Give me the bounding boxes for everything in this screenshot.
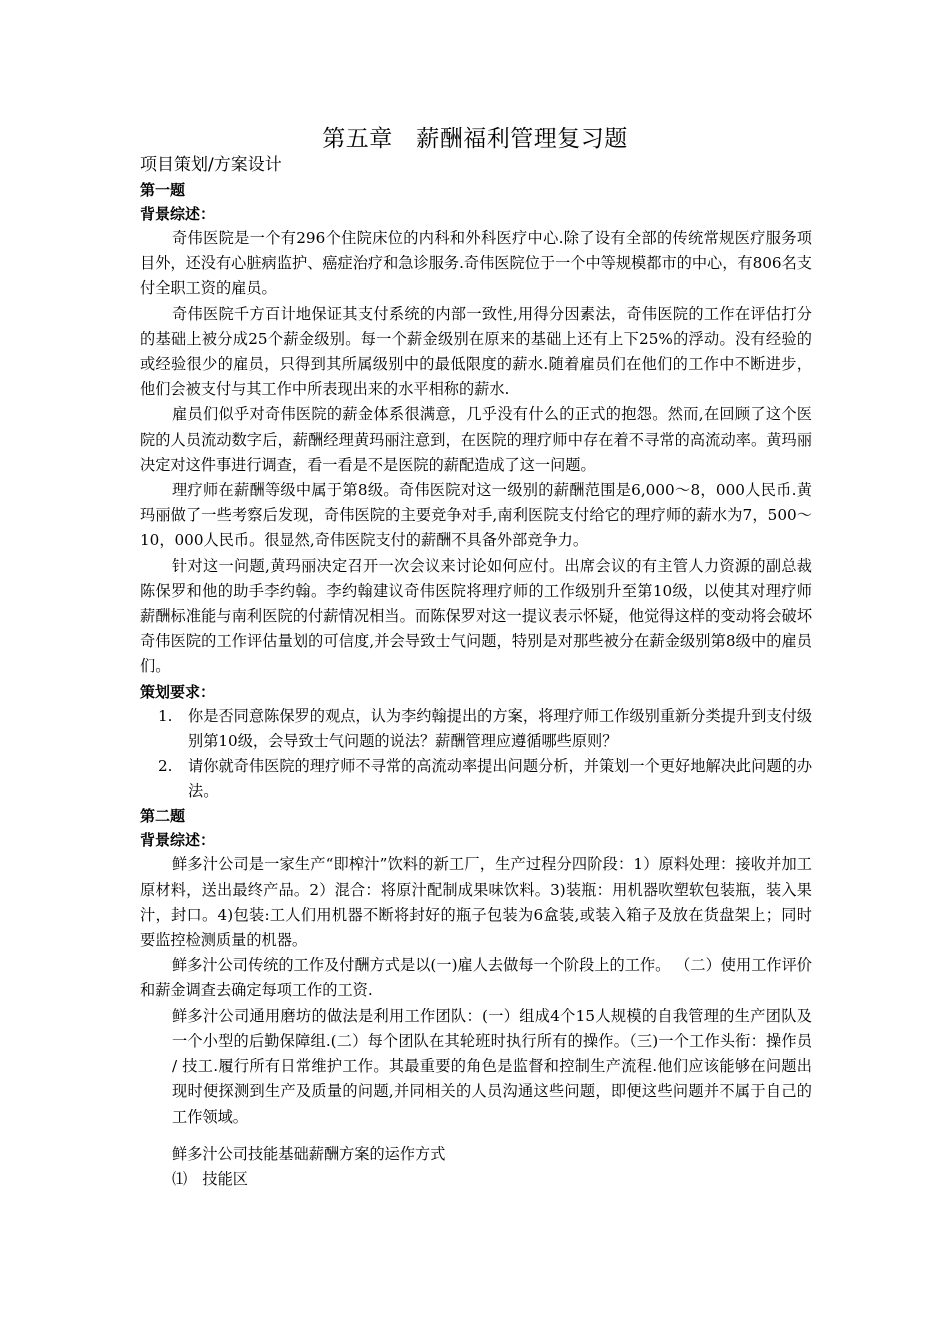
document-body — [140, 152, 812, 1192]
q2-scheme-line: 鲜多汁公司技能基础薪酬方案的运作方式 — [172, 1144, 446, 1163]
q2-background-label: 背景综述： — [140, 831, 216, 850]
paragraph-gap — [140, 1130, 812, 1142]
list-number: 2. — [158, 757, 173, 776]
q1-paragraph: 针对这一问题,黄玛丽决定召开一次会议来讨论如何应付。出席会议的有主管人力资源的副总裁陈保罗和他的助手李约翰。李约翰建议奇伟医院将理疗师的工作级别升至第10级，以使其对理疗师薪酬标准能与南利医院的付薪情况相当。而陈保罗对这一提议表示怀疑，他觉得这样的变动将会破坏奇伟医院的工作评估量划的可信度,并会导致士气问题，特别是对那些被分在薪金级别第8级中的雇员们。 — [140, 556, 812, 676]
q1-paragraph: 奇伟医院是一个有296个住院床位的内科和外科医疗中心.除了设有全部的传统常规医疗服务项目外，还没有心脏病监护、癌症治疗和急诊服务.奇伟医院位于一个中等规模都市的中心，有806名支付全职工资的雇员。 — [140, 229, 812, 298]
section-heading: 项目策划/方案设计 — [140, 155, 282, 175]
list-number: 1. — [158, 706, 173, 725]
q1-requirements-list — [140, 704, 812, 805]
q1-paragraph: 雇员们似乎对奇伟医院的薪金体系很满意，几乎没有什么的正式的抱怨。然而,在回顾了这个医院的人员流动数字后，薪酬经理黄玛丽注意到，在医院的理疗师中存在着不寻常的高流动率。黄玛丽决定对这件事进行调查，看一看是不是医院的薪配造成了这一问题。 — [140, 405, 812, 474]
question-2-heading: 第二题 — [140, 807, 186, 826]
list-text: 请你就奇伟医院的理疗师不寻常的高流动率提出问题分析，并策划一个更好地解决此问题的办法。 — [188, 757, 812, 801]
q1-background-label: 背景综述： — [140, 205, 216, 223]
q1-paragraph: 奇伟医院千方百计地保证其支付系统的内部一致性,用得分因素法，奇伟医院的工作在评估打分的基础上被分成25个薪金级别。每一个薪金级别在原来的基础上还有上下25%的浮动。没有经验的或经验很少的雇员，只得到其所属级别中的最低限度的薪水.随着雇员们在他们的工作中不断进步，他们会被支付与其工作中所表现出来的水平相称的薪水. — [140, 304, 812, 399]
q2-paragraph: 鲜多汁公司传统的工作及付酬方式是以(一)雇人去做每一个阶段上的工作。 （二）使用工作评价和薪金调查去确定每项工作的工资. — [140, 956, 812, 1000]
q2-paragraph: 鲜多汁公司是一家生产“即榨汁”饮料的新工厂，生产过程分四阶段：1）原料处理：接收并加工原材料，送出最终产品。2）混合：将原汁配制成果味饮料。3)装瓶：用机器吹塑软包装瓶，装入果汁，封口。4)包装:工人们用机器不断将封好的瓶子包装为6盒装,或装入箱子及放在货盘架上；同时要监控检测质量的机器。 — [140, 855, 812, 950]
list-item — [140, 704, 812, 754]
list-text: 你是否同意陈保罗的观点，认为李约翰提出的方案，将理疗师工作级别重新分类提升到支付级别第10级，会导致士气问题的说法？薪酬管理应遵循哪些原则？ — [188, 706, 812, 750]
question-1-heading: 第一题 — [140, 181, 186, 199]
q1-paragraph: 理疗师在薪酬等级中属于第8级。奇伟医院对这一级别的薪酬范围是6,000～8，000人民币.黄玛丽做了一些考察后发现，奇伟医院的主要竞争对手,南利医院支付给它的理疗师的薪水为7，500～10，000人民币。很显然,奇伟医院支付的薪酬不具备外部竞争力。 — [140, 481, 812, 550]
q2-item-1: ⑴ 技能区 — [172, 1169, 248, 1188]
chapter-title: 第五章 薪酬福利管理复习题 — [322, 126, 628, 152]
q2-indented-paragraph: 鲜多汁公司通用磨坊的做法是利用工作团队：(一）组成4个15人规模的自我管理的生产团队及一个小型的后勤保障组.(二）每个团队在其轮班时执行所有的操作。（三)一个工作头衔：操作员 / 技工.履行所有日常维护工作。其最重要的角色是监督和控制生产流程.他们应该能够在问题出现时便探测到生产及质量的问题,并同相关的人员沟通这些问题，即便这些问题并不属于自己的工作领域。 — [172, 1006, 812, 1126]
list-item — [140, 754, 812, 804]
q1-requirements-label: 策划要求： — [140, 682, 216, 701]
